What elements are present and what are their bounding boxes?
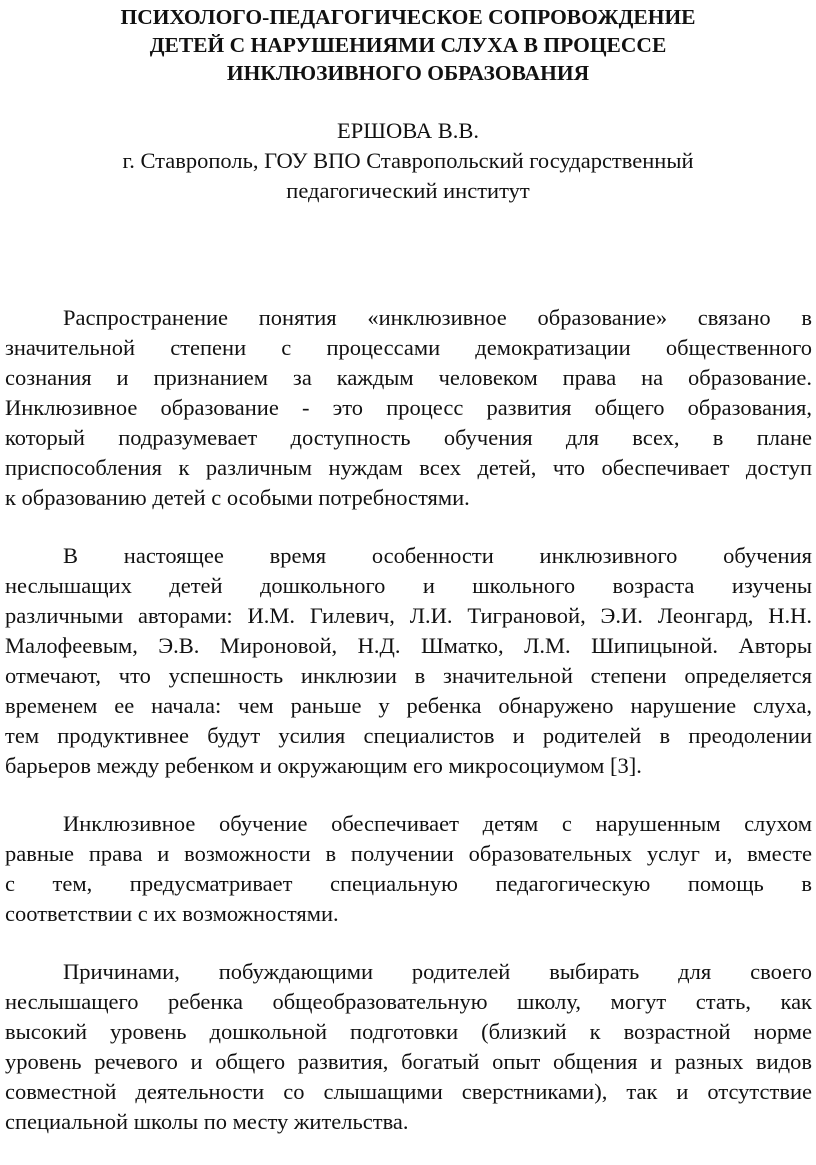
text-line: уровень речевого и общего развития, богатый опыт общения и разных видов [5,1049,812,1074]
text-line: Инклюзивное образование - это процесс развития общего образования, [5,395,812,420]
text-line: равные права и возможности в получении образовательных услуг и, вместе [5,841,812,866]
text-line: высокий уровень дошкольной подготовки (близкий к возрастной норме [5,1019,812,1044]
text-line: соответствии с их возможностями. [5,901,339,926]
author-name: ЕРШОВА В.В. [337,118,479,143]
paragraph-research-authors [5,541,812,781]
text-line: который подразумевает доступность обучения для всех, в плане [5,425,812,450]
text-line: отмечают, что успешность инклюзии в значительной степени определяется [5,663,812,688]
document-title [40,3,776,87]
text-line: совместной деятельности со слышащими сверстниками), так и отсутствие [5,1079,812,1104]
paragraph-inclusive-education-definition [5,303,812,513]
text-line: тем продуктивнее будут усилия специалистов и родителей в преодолении [5,723,812,748]
affiliation-line: г. Ставрополь, ГОУ ВПО Ставропольский государственный [122,148,694,173]
affiliation-line: педагогический институт [286,178,530,203]
title-line: ПСИХОЛОГО-ПЕДАГОГИЧЕСКОЕ СОПРОВОЖДЕНИЕ [120,5,696,29]
text-line: Малофеевым, Э.В. Мироновой, Н.Д. Шматко, Л.М. Шипицыной. Авторы [5,633,812,658]
author-block [40,116,776,206]
text-line: Инклюзивное обучение обеспечивает детям с нарушенным слухом [63,811,812,836]
text-line: Распространение понятия «инклюзивное образование» связано в [63,305,812,330]
text-line: В настоящее время особенности инклюзивного обучения [63,543,812,568]
text-line: специальной школы по месту жительства. [5,1109,409,1134]
body-text [5,303,812,1165]
text-line: к образованию детей с особыми потребностями. [5,485,470,510]
text-line: барьеров между ребенком и окружающим его микросоциумом [3]. [5,753,642,778]
text-line: сознания и признанием за каждым человеком права на образование. [5,365,812,390]
text-line: различными авторами: И.М. Гилевич, Л.И. Тиграновой, Э.И. Леонгард, Н.Н. [5,603,812,628]
text-line: неслышащих детей дошкольного и школьного возраста изучены [5,573,812,598]
text-line: временем ее начала: чем раньше у ребенка обнаружено нарушение слуха, [5,693,812,718]
paragraph-parent-reasons [5,957,812,1137]
title-line: ИНКЛЮЗИВНОГО ОБРАЗОВАНИЯ [226,61,590,85]
text-line: с тем, предусматривает специальную педагогическую помощь в [5,871,812,896]
text-line: Причинами, побуждающими родителей выбирать для своего [63,959,812,984]
text-line: значительной степени с процессами демократизации общественного [5,335,812,360]
title-line: ДЕТЕЙ С НАРУШЕНИЯМИ СЛУХА В ПРОЦЕССЕ [149,33,667,57]
text-line: приспособления к различным нуждам всех детей, что обеспечивает доступ [5,455,812,480]
text-line: неслышащего ребенка общеобразовательную школу, могут стать, как [5,989,812,1014]
paragraph-equal-rights [5,809,812,929]
